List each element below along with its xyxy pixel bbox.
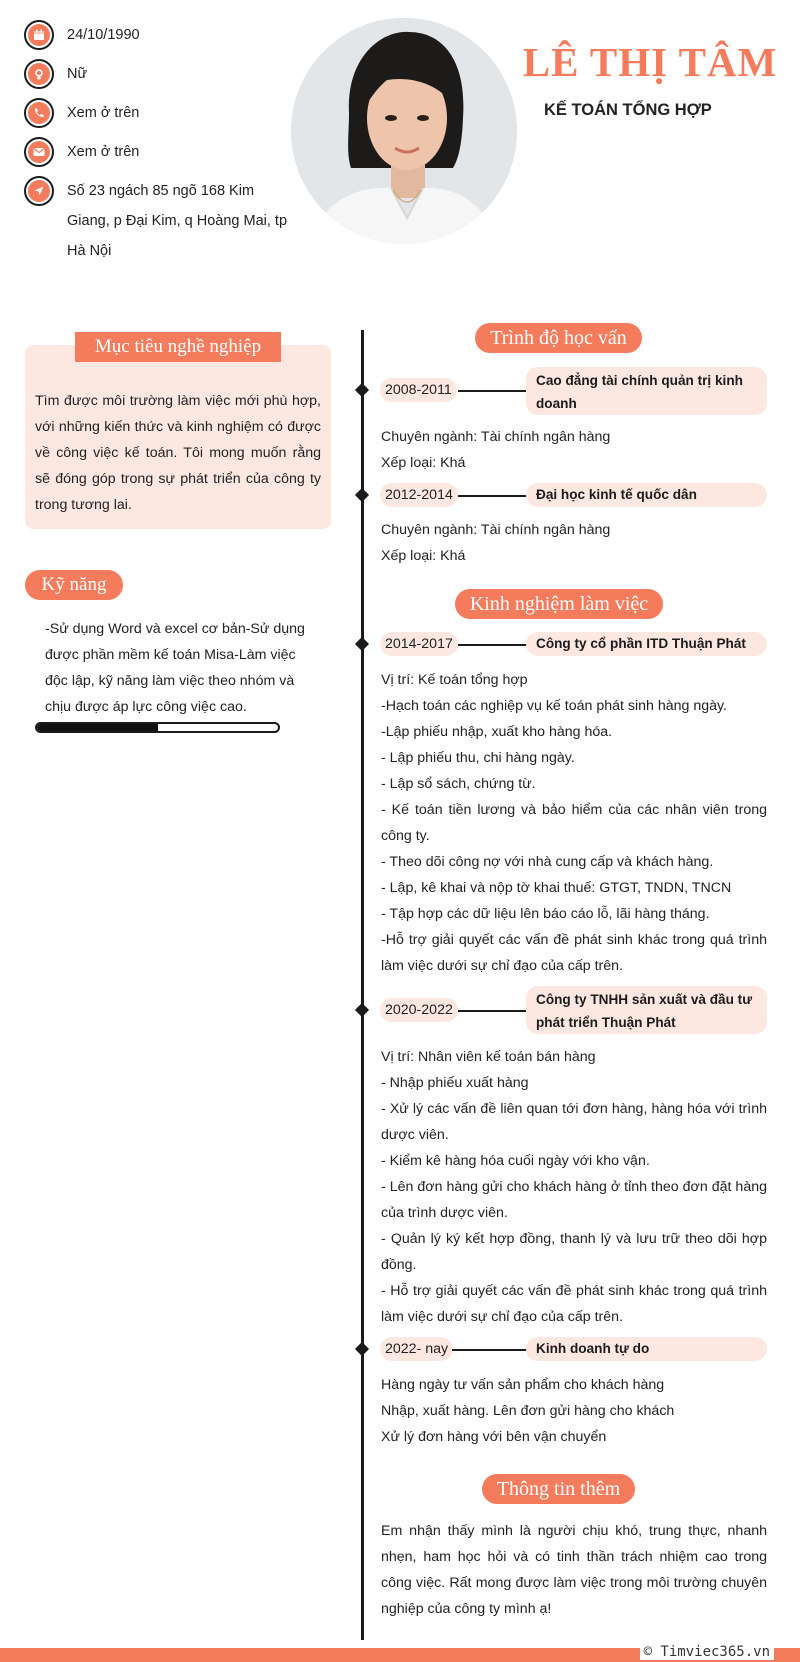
education-school: Đại học kinh tế quốc dân [526, 483, 767, 507]
experience-company: Kinh doanh tự do [526, 1337, 767, 1361]
contact-email [24, 137, 139, 167]
contact-phone [24, 98, 139, 128]
skills-heading: Kỹ năng [25, 570, 123, 600]
timeline-dot [355, 383, 369, 397]
job-title: KẾ TOÁN TỔNG HỢP [544, 101, 712, 119]
education-details: Chuyên ngành: Tài chính ngân hàng Xếp loại: Khá [381, 522, 611, 564]
timeline-connector [458, 495, 528, 497]
timeline-dot [355, 488, 369, 502]
watermark: © Timviec365.vn [640, 1644, 774, 1660]
extra-info-text: Em nhận thấy mình là người chịu khó, trung thực, nhanh nhẹn, ham học hỏi và có tinh thần trách nhiệm cao trong công việc. Rất mong được làm việc trong môi trường chuyên nghiệp của công ty mình ạ! [381, 1523, 767, 1617]
experience-company: Công ty TNHH sản xuất và đầu tư phát triển Thuận Phát [526, 986, 767, 1034]
experience-heading: Kinh nghiệm làm việc [455, 589, 663, 619]
timeline-connector [452, 1349, 528, 1351]
career-goal-heading: Mục tiêu nghề nghiệp [75, 332, 281, 362]
address-text: Số 23 ngách 85 ngõ 168 Kim Giang, p Đại Kim, q Hoàng Mai, tp Hà Nội [67, 183, 288, 259]
timeline-connector [458, 390, 528, 392]
timeline-connector [458, 1010, 528, 1012]
experience-years: 2014-2017 [380, 632, 458, 656]
gender-icon [24, 59, 54, 89]
education-years: 2012-2014 [380, 483, 458, 507]
location-icon [24, 176, 54, 206]
experience-details: Vị trí: Kế toán tổng hợp -Hạch toán các nghiệp vụ kế toán phát sinh hàng ngày. -Lập phiếu nhập, xuất kho hàng hóa. - Lập phiếu thu, chi hàng ngày. - Lập sổ sách, chứng từ. - Kế toán tiền lương và bảo hiểm của các nhân viên trong công ty. - Theo dõi công nợ với nhà cung cấp và khách hàng. - Lập, kê khai và nộp tờ khai thuế: GTGT, TNDN, TNCN - Tập hợp các dữ liệu lên báo cáo lỗ, lãi hàng tháng. -Hỗ trợ giải quyết các vấn đề phát sinh khác trong quá trình làm việc dưới sự chỉ đạo của cấp trên. [381, 672, 767, 974]
timeline-dot [355, 1003, 369, 1017]
contact-address [24, 176, 287, 266]
phone-icon [24, 98, 54, 128]
avatar [291, 18, 517, 244]
birthday-text: 24/10/1990 [67, 27, 140, 43]
timeline-dot [355, 637, 369, 651]
candidate-name: LÊ THỊ TÂM [522, 39, 778, 85]
timeline-dot [355, 1342, 369, 1356]
experience-years: 2022- nay [380, 1337, 453, 1361]
experience-details: Hàng ngày tư vấn sản phẩm cho khách hàng Nhập, xuất hàng. Lên đơn gửi hàng cho khách Xử lý đơn hàng với bên vận chuyển [381, 1377, 675, 1445]
experience-company: Công ty cổ phần ITD Thuận Phát [526, 632, 767, 656]
calendar-icon [24, 20, 54, 50]
skill-level-bar [35, 722, 280, 733]
phone-text: Xem ở trên [67, 105, 140, 121]
education-school: Cao đẳng tài chính quản trị kinh doanh [526, 367, 767, 415]
timeline-connector [458, 644, 528, 646]
contact-gender [24, 59, 87, 89]
skills-text: -Sử dụng Word và excel cơ bản-Sử dụng được phần mềm kế toán Misa-Làm việc độc lập, kỹ năng làm việc theo nhóm và chịu được áp lực công việc cao. [45, 621, 305, 715]
email-text: Xem ở trên [67, 144, 140, 160]
education-heading: Trình độ học vấn [475, 323, 642, 353]
contact-birthday [24, 20, 140, 50]
experience-years: 2020-2022 [380, 998, 458, 1022]
skill-level-fill [37, 724, 158, 731]
career-goal-text: Tìm được môi trường làm việc mới phù hợp, với những kiến thức và kinh nghiệm có được về công việc kế toán. Tôi mong muốn rằng sẽ đóng góp trong sự phát triển của công ty trong tương lai. [35, 393, 321, 513]
gender-text: Nữ [67, 66, 88, 82]
experience-details: Vị trí: Nhân viên kế toán bán hàng - Nhập phiếu xuất hàng - Xử lý các vấn đề liên quan tới đơn hàng, hàng hóa với trình dược viên. - Kiểm kê hàng hóa cuối ngày với kho vận. - Lên đơn hàng gửi cho khách hàng ở tỉnh theo đơn đặt hàng của trình dược viên. - Quản lý ký kết hợp đồng, thanh lý và lưu trữ theo dõi hợp đồng. - Hỗ trợ giải quyết các vấn đề phát sinh khác trong quá trình làm việc dưới sự chỉ đạo của cấp trên. [381, 1049, 767, 1325]
timeline-line [361, 330, 364, 1640]
extra-info-heading: Thông tin thêm [482, 1474, 635, 1504]
education-details: Chuyên ngành: Tài chính ngân hàng Xếp loại: Khá [381, 429, 611, 471]
education-years: 2008-2011 [380, 378, 457, 402]
email-icon [24, 137, 54, 167]
